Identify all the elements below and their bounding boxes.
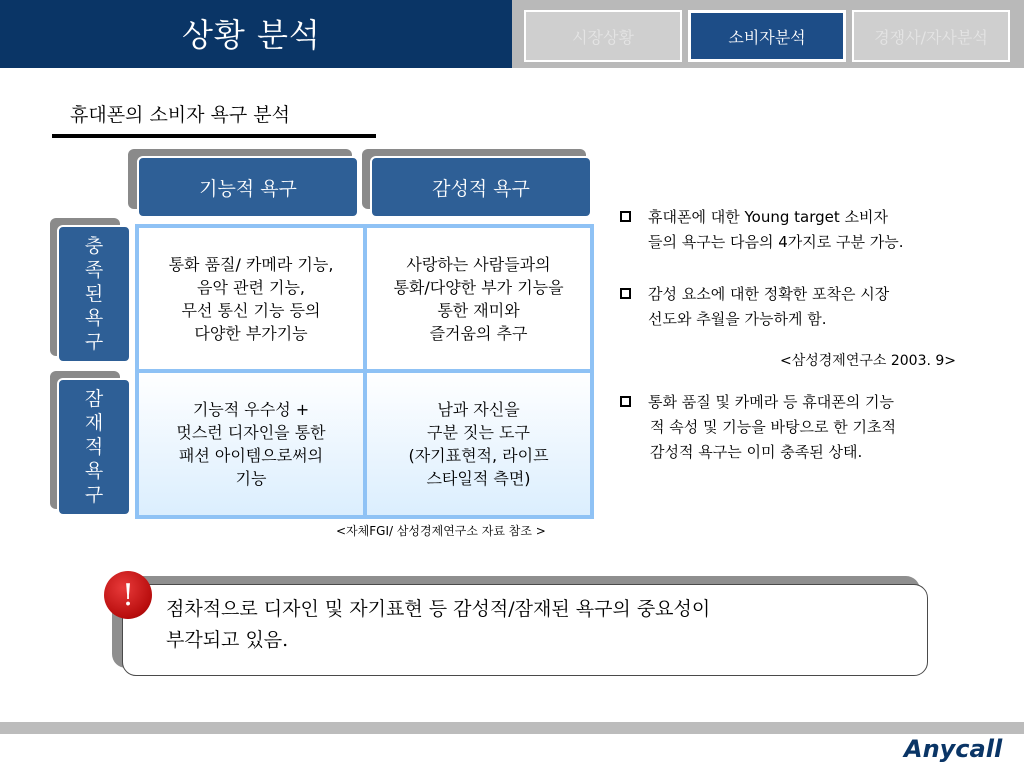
header-bar — [0, 0, 1024, 68]
tab-consumer-analysis[interactable]: 소비자분석 — [688, 10, 846, 62]
tab-market-status[interactable]: 시장상황 — [524, 10, 682, 62]
section-underline — [52, 134, 376, 138]
bullet-line: 선도와 추월을 가능하게 함. — [648, 310, 827, 328]
bullet-line: 감성 요소에 대한 정확한 포착은 시장 — [648, 285, 890, 303]
bullet-line: 적 속성 및 기능을 바탕으로 한 기초적 — [650, 418, 896, 436]
matrix-cell-satisfied-functional: 통화 품질/ 카메라 기능, 음악 관련 기능, 무선 통신 기능 등의 다양한 부가기능 — [139, 228, 363, 369]
header-title-panel — [0, 0, 512, 68]
bullet-item — [618, 205, 1008, 255]
tab-competitor-analysis[interactable]: 경쟁사/자사분석 — [852, 10, 1010, 62]
matrix-cell-latent-functional: 기능적 우수성 + 멋스런 디자인을 통한 패션 아이템으로써의 기능 — [139, 373, 363, 515]
bullet-list — [618, 205, 1008, 465]
bullet-line: 들의 욕구는 다음의 4가지로 구분 가능. — [648, 233, 904, 251]
section-title: 휴대폰의 소비자 욕구 분석 — [70, 104, 291, 126]
bullet-line: 휴대폰에 대한 Young target 소비자 — [648, 208, 888, 226]
row-header-satisfied-label: 충족된 욕구 — [84, 235, 104, 353]
matrix-cell-latent-emotional: 남과 자신을 구분 짓는 도구 (자기표현적, 라이프 스타일적 측면) — [367, 373, 590, 515]
matrix-source-note: <자체FGI/ 삼성경제연구소 자료 참조 > — [336, 524, 546, 538]
needs-matrix — [135, 224, 594, 519]
row-header-latent-label: 잠재적 욕구 — [84, 388, 104, 506]
checkbox-bullet-icon — [620, 211, 631, 222]
brand-logo: Anycall — [904, 735, 1003, 763]
exclamation-icon: ! — [104, 571, 152, 619]
header-nav-panel — [512, 0, 1024, 68]
row-header-satisfied — [57, 225, 131, 363]
col-header-functional: 기능적 욕구 — [137, 156, 359, 218]
checkbox-bullet-icon — [620, 288, 631, 299]
row-header-latent — [57, 378, 131, 516]
col-header-emotional: 감성적 욕구 — [370, 156, 592, 218]
reference-note: <삼성경제연구소 2003. 9> — [780, 353, 957, 369]
callout-text — [166, 594, 906, 656]
bullet-line: 통화 품질 및 카메라 등 휴대폰의 기능 — [648, 393, 894, 411]
footer-bar — [0, 722, 1024, 734]
callout-line: 부각되고 있음. — [166, 629, 289, 651]
callout-line: 점차적으로 디자인 및 자기표현 등 감성적/잠재된 욕구의 중요성이 — [166, 598, 711, 620]
checkbox-bullet-icon — [620, 396, 631, 407]
page-title: 상황 분석 — [182, 16, 321, 54]
bullet-item — [618, 282, 1008, 332]
bullet-line: 감성적 욕구는 이미 충족된 상태. — [650, 443, 863, 461]
matrix-cell-satisfied-emotional: 사랑하는 사람들과의 통화/다양한 부가 기능을 통한 재미와 즐거움의 추구 — [367, 228, 590, 369]
bullet-item — [618, 390, 1008, 465]
